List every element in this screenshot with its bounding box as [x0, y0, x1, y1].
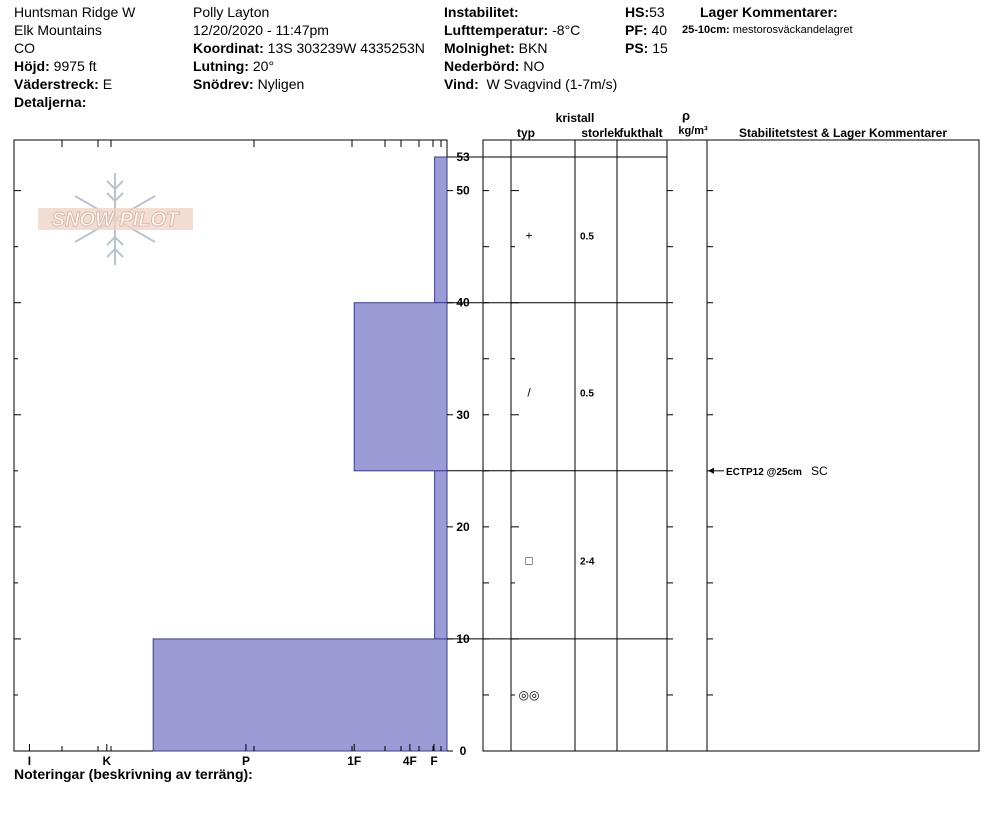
hardness-tick-label: 4F: [402, 754, 417, 768]
observation-datetime: 12/20/2020 - 11:47pm: [193, 22, 329, 38]
crystal-column-header: kristall: [555, 111, 595, 125]
size-column-header: storlek: [581, 126, 621, 140]
grain-size-value: 2-4: [580, 556, 595, 568]
table-rows: [447, 157, 667, 702]
ps-label: PS:: [625, 40, 649, 56]
hardness-bar: [435, 471, 447, 639]
depth-tick-label: 30: [456, 407, 470, 422]
ps-value: 15: [652, 40, 668, 56]
hs-value: 53: [649, 4, 665, 20]
hardness-tick-label: I: [27, 754, 32, 768]
coordinate-value: 13S 303239W 4335253N: [267, 40, 425, 56]
aspect-value: E: [102, 76, 113, 92]
precipitation-value: NO: [523, 58, 545, 74]
stability-tests: [708, 464, 828, 478]
state: CO: [14, 40, 35, 56]
elevation-label: Höjd:: [14, 58, 50, 74]
depth-tick-label: 10: [456, 631, 470, 646]
layer-comments-title: Lager Kommentarer:: [700, 4, 838, 20]
grain-size-value: 0.5: [580, 388, 594, 400]
hardness-bars: [153, 157, 447, 751]
snow-height-label: 53: [456, 150, 470, 164]
moisture-column-header: fukthalt: [619, 126, 663, 140]
coordinate-label: Koordinat:: [193, 40, 264, 56]
snowpilot-logo: [38, 173, 193, 265]
rho-symbol: ρ: [681, 108, 691, 123]
hardness-tick-label: K: [102, 754, 112, 768]
layer-table-frame: [483, 140, 979, 751]
hardness-bar: [153, 639, 447, 751]
pf-value: 40: [651, 22, 668, 38]
layer-comment-depth: 25-10cm:: [682, 24, 730, 36]
terrain-notes-label: Noteringar (beskrivning av terräng):: [14, 766, 253, 782]
mountain-range: Elk Mountains: [14, 22, 102, 38]
density-column-header: kg/m³: [678, 125, 708, 137]
left-axis-ticks: [14, 191, 21, 751]
hardness-tick-label: P: [241, 754, 250, 768]
test-shear-quality: SC: [811, 463, 828, 478]
depth-tick-label: 50: [456, 183, 470, 198]
hardness-tick-label: 1F: [347, 754, 362, 768]
slope-label: Lutning:: [193, 58, 249, 74]
test-arrowhead: [708, 468, 714, 474]
precipitation-label: Nederbörd:: [444, 58, 520, 74]
grain-type-symbol: ◎◎: [518, 687, 540, 702]
air-temperature-label: Lufttemperatur:: [444, 22, 549, 38]
wind-label: Vind:: [444, 76, 479, 92]
pf-label: PF:: [625, 22, 648, 38]
wind-loading-value: Nyligen: [257, 76, 305, 92]
hs-label: HS:: [625, 4, 650, 20]
grain-type-symbol: +: [525, 228, 533, 243]
type-column-header: typ: [517, 126, 535, 140]
hardness-tick-label: F: [430, 754, 438, 768]
grain-type-symbol: /: [527, 385, 531, 400]
grain-size-value: 0.5: [580, 231, 594, 243]
depth-tick-label: 40: [456, 295, 470, 310]
grain-type-symbol: □: [525, 553, 533, 568]
slope-value: 20°: [252, 58, 275, 74]
depth-tick-label: 0: [459, 744, 467, 758]
layer-table: [447, 140, 979, 751]
depth-tick-label: 20: [456, 519, 470, 534]
instability-label: Instabilitet:: [444, 4, 519, 20]
aspect-label: Väderstreck:: [14, 76, 99, 92]
hardness-bar: [435, 157, 447, 303]
test-result: ECTP12 @25cm: [726, 466, 802, 478]
layer-comment-text: mestorosväckandelagret: [732, 24, 853, 36]
depth-axis: [447, 150, 483, 758]
observer-name: Polly Layton: [193, 4, 270, 20]
details-label: Detaljerna:: [14, 94, 87, 110]
wind-loading-label: Snödrev:: [193, 76, 254, 92]
logo-text: SNOW PILOT: [51, 209, 179, 231]
elevation-value: 9975 ft: [53, 58, 97, 74]
wind-value: W Svagvind (1-7m/s): [486, 76, 618, 92]
stability-column-header: Stabilitetstest & Lager Kommentarer: [738, 126, 948, 140]
air-temperature-value: -8°C: [552, 22, 581, 38]
hardness-bar: [354, 303, 447, 471]
location-name: Huntsman Ridge W: [14, 4, 136, 20]
sky-cover-label: Molnighet:: [444, 40, 515, 56]
sky-cover-value: BKN: [518, 40, 548, 56]
